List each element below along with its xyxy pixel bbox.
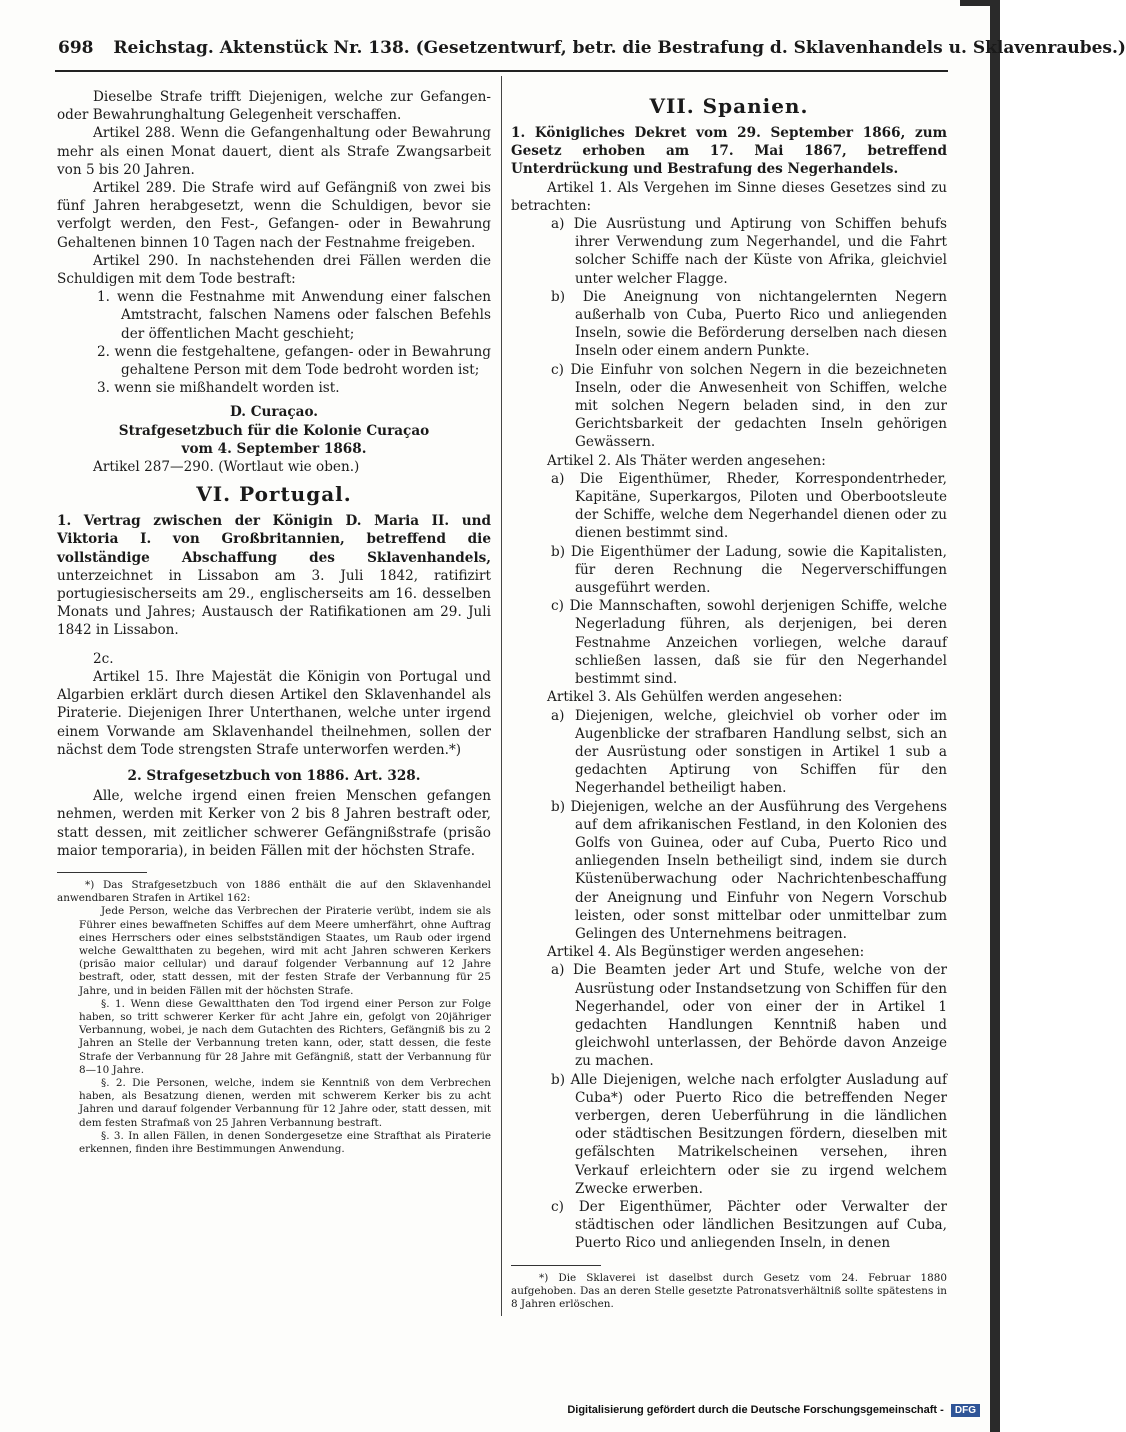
list-item: b) Alle Diejenigen, welche nach erfolgter Ausladung auf Cuba*) oder Puerto Rico die betreffenden Neger verbergen, deren Ueberführung in die ländlichen oder städtischen Besitzungen fördern, dieselben mit gefälschten Matrikelscheinen versehen, ihren Verkauf erleichtern oder sie zu irgend welchem Zwecke erwerben. xyxy=(551,1071,947,1197)
etc-marker: 2c. xyxy=(93,650,114,667)
running-header xyxy=(58,38,1126,68)
curacao-text: Artikel 287—290. (Wortlaut wie oben.) xyxy=(93,459,360,476)
running-title: Reichstag. Aktenstück Nr. 138. (Gesetzentwurf, betr. die Bestrafung d. Sklavenhandels u. Sklavenraubes.) xyxy=(113,38,1126,58)
footnote xyxy=(511,1272,947,1312)
footnote-quote: Jede Person, welche das Verbrechen der Piraterie verübt, indem sie als Führer eines bewaffneten Schiffes auf dem Meere umherfährt, ohne Auftrag eines Herrschers oder eines selbstständigen Staates, um Raub oder irgend welche Gewaltthaten zu begehen, wird mit acht Jahren schweren Kerkers (prisão maior cellular) und darauf folgender Verbannung auf 12 Jahre bestraft, oder, statt dessen, mit der festen Strafe der Verbannung für 25 Jahre, und in beiden Fällen mit der höchsten Strafe. xyxy=(79,905,491,997)
list-item: a) Die Ausrüstung und Aptirung von Schiffen behufs ihrer Verwendung zum Negerhandel, und die Fahrt solcher Schiffe nach der Küste von Afrika, gleichviel unter welcher Flagge. xyxy=(551,216,947,287)
footnote-quote: §. 1. Wenn diese Gewaltthaten den Tod irgend einer Person zur Folge haben, so tritt schwerer Kerker für acht Jahre ein, gefolgt von 20jähriger Verbannung, wobei, je nach dem Gutachten des Richters, Gefängniß bis zu 2 Jahren an Stelle der Verbannung treten kann, oder, statt dessen, die feste Strafe der Verbannung für 28 Jahre mit Gefängniß, statt der Verbannung für 8—10 Jahre. xyxy=(79,997,491,1076)
footnote-rule xyxy=(57,872,147,873)
article-288: Artikel 288. Wenn die Gefangenhaltung oder Bewahrung mehr als einen Monat dauert, dient als Strafe Zwangsarbeit von 5 bis 20 Jahren. xyxy=(57,125,491,178)
list-item: 3. wenn sie mißhandelt worden ist. xyxy=(97,380,340,397)
article-3: Artikel 3. Als Gehülfen werden angesehen: xyxy=(547,689,843,706)
dfg-logo: DFG xyxy=(951,1404,980,1417)
footnote-text: *) Die Sklaverei ist daselbst durch Gesetz vom 24. Februar 1880 aufgehoben. Das an deren Stelle gesetzte Patronatsverhältniß sollte spätestens in 8 Jahren erlöschen. xyxy=(511,1271,947,1310)
list-item: a) Die Eigenthümer, Rheder, Korrespondentrheder, Kapitäne, Superkargos, Piloten und Oberbootsleute der Schiffe, welche dem Negerhandel dienen oder zu dienen bestimmt sind. xyxy=(551,470,947,542)
credit-text: Digitalisierung gefördert durch die Deutsche Forschungsgemeinschaft - xyxy=(567,1404,944,1416)
list-item: c) Die Einfuhr von solchen Negern in die bezeichneten Inseln, oder die Anwesenheit von Schiffen, welche mit solchen Negern beladen sind, in den zur Gerichtsbarkeit der gedachten Inseln gehörigen Gewässern. xyxy=(551,361,947,451)
list-item: b) Die Eigenthümer der Ladung, sowie die Kapitalisten, für deren Rechnung die Negerverschiffungen ausgeführt werden. xyxy=(551,543,947,597)
portugal-treaty xyxy=(57,512,491,639)
footnote-quote: §. 2. Die Personen, welche, indem sie Kenntniß von dem Verbrechen haben, als Besatzung dienen, werden mit schwerem Kerker bis zu acht Jahren und darauf folgender Verbannung für 12 Jahre oder, statt dessen, mit dem festen Strafmaß von 25 Jahren Verbannung bestraft. xyxy=(79,1076,491,1129)
treaty-details: unterzeichnet in Lissabon am 3. Juli 1842, ratifizirt portugiesischerseits am 29., englischerseits am 16. desselben Monats und Jahres; Austausch der Ratifikationen am 29. Juli 1842 in Lissabon. xyxy=(57,567,491,639)
scan-border xyxy=(990,0,1000,1432)
left-column xyxy=(57,88,491,1156)
article-289: Artikel 289. Die Strafe wird auf Gefängniß von zwei bis fünf Jahren herabgesetzt, wenn die Schuldigen, bevor sie verfolgt werden, den Fest-, Gefangen- oder in Bewahrung Gehaltenen binnen 10 Tagen nach der Festnahme freigeben. xyxy=(57,180,491,251)
scan-border-corner xyxy=(960,0,1000,6)
decree-heading: 1. Königliches Dekret vom 29. September 1866, zum Gesetz erhoben am 17. Mai 1867, betreffend Unterdrückung und Bestrafung des Negerhandels. xyxy=(511,125,947,178)
footnote-rule xyxy=(511,1265,601,1266)
paragraph: Dieselbe Strafe trifft Diejenigen, welche zur Gefangen- oder Bewahrunghaltung Gelegenheit verschaffen. xyxy=(57,89,491,124)
list-item: b) Diejenigen, welche an der Ausführung des Vergehens auf dem afrikanischen Festland, in den Kolonien des Golfs von Guinea, oder auf Cuba, Puerto Rico und anliegenden Inseln betheiligt sind, indem sie durch Küstenüberwachung oder Nachrichtenbeschaffung der Aneignung und Einfuhr von Negern Vorschub leisten, oder sonst mittelbar oder unmittelbar zum Gelingen des Unternehmens beitragen. xyxy=(551,798,947,942)
list-item: 2. wenn die festgehaltene, gefangen- oder in Bewahrung gehaltene Person mit dem Tode bedroht worden ist; xyxy=(97,343,491,379)
list-item: a) Die Beamten jeder Art und Stufe, welche von der Ausrüstung oder Instandsetzung von Schiffen für den Negerhandel, oder von einer der in Artikel 1 gedachten Handlungen Kenntniß haben und gleichwohl unterlassen, der Behörde davon Anzeige zu machen. xyxy=(551,962,947,1070)
treaty-title: 1. Vertrag zwischen der Königin D. Maria II. und Viktoria I. von Großbritannien, betreffend die vollständige Abschaffung des Sklavenhandels, xyxy=(57,513,491,566)
article-15: Artikel 15. Ihre Majestät die Königin von Portugal und Algarbien erklärt durch diesen Artikel den Sklavenhandel als Piraterie. Diejenigen Ihrer Unterthanen, welche unter irgend einem Vorwande am Sklavenhandel theilnehmen, sollen der nächst dem Tode strengsten Strafe unterworfen werden.*) xyxy=(57,668,491,758)
list-item: c) Der Eigenthümer, Pächter oder Verwalter der städtischen oder ländlichen Besitzungen auf Cuba, Puerto Rico und anliegenden Inseln, in denen xyxy=(551,1198,947,1252)
curacao-subheading: Strafgesetzbuch für die Kolonie Curaçao xyxy=(118,422,430,439)
article-290: Artikel 290. In nachstehenden drei Fällen werden die Schuldigen mit dem Tode bestraft: xyxy=(57,252,491,288)
list-item: 1. wenn die Festnahme mit Anwendung einer falschen Amtstracht, falschen Namens oder falschen Befehls der öffentlichen Macht geschieht; xyxy=(97,289,491,342)
list-item: a) Diejenigen, welche, gleichviel ob vorher oder im Augenblicke der strafbaren Handlung selbst, sich an der Ausrüstung oder sonstigen in Artikel 1 sub a gedachten Aptirung von Schiffen für den Negerhandel betheiligt haben. xyxy=(551,707,947,797)
footnote xyxy=(57,879,491,1156)
right-column xyxy=(511,88,947,1311)
curacao-heading: D. Curaçao. xyxy=(229,404,319,421)
article-1: Artikel 1. Als Vergehen im Sinne dieses Gesetzes sind zu betrachten: xyxy=(511,179,947,214)
article-4: Artikel 4. Als Begünstiger werden angesehen: xyxy=(547,944,865,961)
spain-heading: VII. Spanien. xyxy=(649,94,809,118)
page-number: 698 xyxy=(58,38,94,58)
header-rule xyxy=(55,70,948,72)
list-item: b) Die Aneignung von nichtangelernten Negern außerhalb von Cuba, Puerto Rico und anliegenden Inseln, sowie die Beförderung derselben nach diesen Inseln oder einem andern Punkte. xyxy=(551,288,947,360)
footnote-quote: §. 3. In allen Fällen, in denen Sondergesetze eine Strafthat als Piraterie erkennen, finden ihre Bestimmungen Anwendung. xyxy=(79,1129,491,1155)
list-item: c) Die Mannschaften, sowohl derjenigen Schiffe, welche Negerladung führen, als derjenigen, bei deren Festnahme Anzeichen vorliegen, welche darauf schließen lassen, daß sie für den Negerhandel bestimmt sind. xyxy=(551,598,947,688)
article-2: Artikel 2. Als Thäter werden angesehen: xyxy=(547,452,826,469)
digitization-credit xyxy=(560,1404,980,1422)
footnote-text: *) Das Strafgesetzbuch von 1886 enthält die auf den Sklavenhandel anwendbaren Strafen in Artikel 162: xyxy=(57,878,491,905)
article-328: Alle, welche irgend einen freien Menschen gefangen nehmen, werden mit Kerker von 2 bis 8 Jahren bestraft oder, statt dessen, mit zeitlicher schwerer Gefängnißstrafe (prisão maior temporaria), in beiden Fällen mit der höchsten Strafe. xyxy=(57,788,491,859)
column-divider xyxy=(501,76,502,1316)
portugal-heading: VI. Portugal. xyxy=(196,482,352,507)
curacao-date: vom 4. September 1868. xyxy=(181,440,367,457)
section-heading: 2. Strafgesetzbuch von 1886. Art. 328. xyxy=(127,767,421,784)
